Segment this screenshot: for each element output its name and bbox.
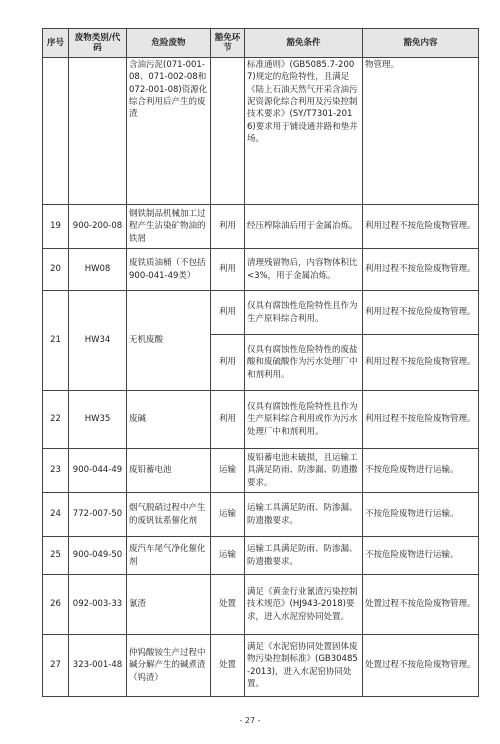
- row-seq: [43, 58, 69, 205]
- row-waste: 氰渣: [127, 575, 211, 635]
- row-seq: 19: [43, 205, 69, 249]
- row-code: HW35: [69, 391, 127, 449]
- row-code: 323-001-48: [69, 635, 127, 697]
- header-cond: 豁免条件: [245, 29, 363, 58]
- row-seq: 27: [43, 635, 69, 697]
- exemption-table: [42, 28, 479, 697]
- header-content: 豁免内容: [363, 29, 479, 58]
- row-cond: 废铅蓄电池未破损，且运输工具满足防雨、防渗漏、防遗撒要求。: [245, 449, 363, 493]
- row-cond: 仅具有腐蚀性危险特性且作为生产原料综合利用。: [245, 291, 363, 335]
- row-seq: 20: [43, 249, 69, 291]
- row-waste: 废碱: [127, 391, 211, 449]
- row-cond: 运输工具满足防雨、防渗漏、防遗撒要求。: [245, 493, 363, 537]
- row-code: 772-007-50: [69, 493, 127, 537]
- row-seq: 25: [43, 537, 69, 575]
- table-row: [43, 391, 479, 449]
- row-stage: 运输: [211, 493, 245, 537]
- row-waste: 无机废酸: [127, 291, 211, 391]
- table-row: [43, 575, 479, 635]
- row-cond: 清理残留物后，内容物体积比<3%，用于金属冶炼。: [245, 249, 363, 291]
- row-content: 处置过程不按危险废物管理。: [363, 635, 479, 697]
- row-stage: 利用: [211, 205, 245, 249]
- row-content: 利用过程不按危险废物管理。: [363, 335, 479, 391]
- row-waste: 烟气脱硝过程中产生的废钒钛系催化剂: [127, 493, 211, 537]
- table-row: [43, 291, 479, 335]
- row-seq: 22: [43, 391, 69, 449]
- row-waste: 废铁质油桶（不包括900-041-49类）: [127, 249, 211, 291]
- row-cond: 仅具有腐蚀性危险特性且作为生产原料综合利用或作为污水处理厂中和剂利用。: [245, 391, 363, 449]
- table-row: [43, 449, 479, 493]
- row-code: HW08: [69, 249, 127, 291]
- row-seq: 24: [43, 493, 69, 537]
- table-row: [43, 493, 479, 537]
- row-waste: 仲钨酸铵生产过程中碱分解产生的碱煮渣（钨渣）: [127, 635, 211, 697]
- row-code: 900-044-49: [69, 449, 127, 493]
- header-seq: 序号: [43, 29, 69, 58]
- page-number: - 27 -: [239, 716, 261, 725]
- table-row: [43, 249, 479, 291]
- row-content: 利用过程不按危险废物管理。: [363, 391, 479, 449]
- row-code: 900-200-08: [69, 205, 127, 249]
- row-waste: 废铅蓄电池: [127, 449, 211, 493]
- row-code: HW34: [69, 291, 127, 391]
- header-code: 废物类别/代码: [69, 29, 127, 58]
- row-content: 不按危险废物进行运输。: [363, 537, 479, 575]
- table-row: [43, 58, 479, 205]
- row-content: 利用过程不按危险废物管理。: [363, 205, 479, 249]
- row-content: 不按危险废物进行运输。: [363, 449, 479, 493]
- row-code: [69, 58, 127, 205]
- row-waste: 含油污泥(071-001-08、071-002-08和072-001-08)资源化综合利用后产生的废渣: [127, 58, 211, 205]
- row-stage: 运输: [211, 537, 245, 575]
- row-stage: 处置: [211, 575, 245, 635]
- row-stage: 处置: [211, 635, 245, 697]
- row-waste: 钢铁制品机械加工过程产生沾染矿物油的铁屑: [127, 205, 211, 249]
- row-stage: 利用: [211, 291, 245, 335]
- row-content: 不按危险废物进行运输。: [363, 493, 479, 537]
- row-stage: [211, 58, 245, 205]
- row-cond: 标准通则》(GB5085.7-2007)规定的危险特性，且满足《陆上石油天然气开采含油污泥资源化综合利用及污染控制技术要求》(SY/T7301-2016)要求用于铺设通井路和垫井场。: [245, 58, 363, 205]
- table-row: [43, 635, 479, 697]
- header-waste: 危险废物: [127, 29, 211, 58]
- row-stage: 利用: [211, 335, 245, 391]
- row-seq: 21: [43, 291, 69, 391]
- row-cond: 满足《黄金行业氰渣污染控制技术规范》(HJ943-2018)要求，进入水泥窑协同处置。: [245, 575, 363, 635]
- table-header-row: [43, 29, 479, 58]
- row-content: 利用过程不按危险废物管理。: [363, 249, 479, 291]
- row-code: 900-049-50: [69, 537, 127, 575]
- row-stage: 运输: [211, 449, 245, 493]
- row-content: 物管理。: [363, 58, 479, 205]
- row-cond: 经压榨除油后用于金属冶炼。: [245, 205, 363, 249]
- row-waste: 废汽车尾气净化催化剂: [127, 537, 211, 575]
- row-cond: 运输工具满足防雨、防渗漏、防遗撒要求。: [245, 537, 363, 575]
- row-content: 处置过程不按危险废物管理。: [363, 575, 479, 635]
- row-stage: 利用: [211, 391, 245, 449]
- row-seq: 23: [43, 449, 69, 493]
- row-content: 利用过程不按危险废物管理。: [363, 291, 479, 335]
- row-cond: 仅具有腐蚀性危险特性的废盐酸和废硫酸作为污水处理厂中和剂利用。: [245, 335, 363, 391]
- table-row: [43, 205, 479, 249]
- header-stage: 豁免环节: [211, 29, 245, 58]
- table-row: [43, 537, 479, 575]
- row-stage: 利用: [211, 249, 245, 291]
- row-code: 092-003-33: [69, 575, 127, 635]
- row-seq: 26: [43, 575, 69, 635]
- row-cond: 满足《水泥窑协同处置固体废物污染控制标准》(GB30485-2013)，进入水泥窑协同处置。: [245, 635, 363, 697]
